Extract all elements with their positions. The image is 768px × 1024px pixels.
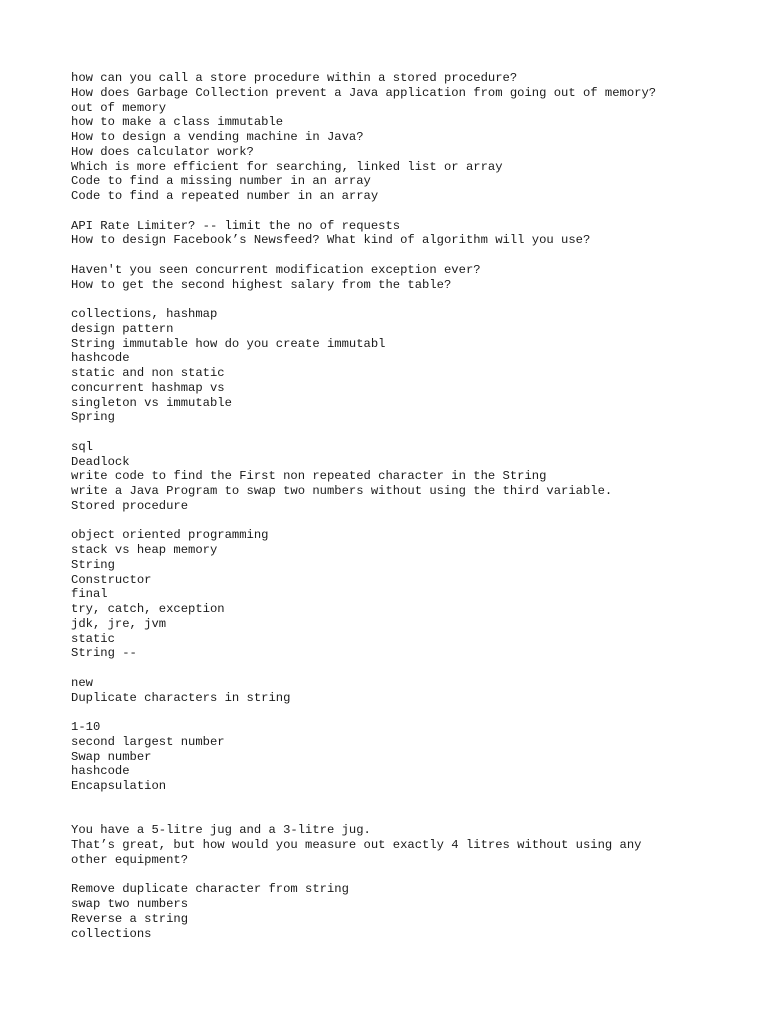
- blank-line: [71, 809, 751, 824]
- text-line: How to design Facebook’s Newsfeed? What kind of algorithm will you use?: [71, 233, 591, 248]
- text-line: How does Garbage Collection prevent a Java application from going out of memory?: [71, 85, 657, 100]
- blank-line: [71, 204, 751, 219]
- text-line: String: [71, 557, 115, 572]
- blank-line: [71, 705, 751, 720]
- text-line: How to get the second highest salary from the table?: [71, 277, 452, 292]
- text-line: try, catch, exception: [71, 602, 225, 616]
- text-line: hashcode: [71, 351, 130, 366]
- blank-line: [71, 292, 751, 307]
- text-line: 1-10: [71, 720, 101, 734]
- blank-line: [71, 661, 751, 676]
- text-line: how can you call a store procedure within a stored procedure?: [71, 71, 518, 85]
- text-line: Swap number: [71, 749, 152, 764]
- text-line: second largest number: [71, 734, 225, 749]
- text-line: singleton vs immutable: [71, 395, 232, 410]
- text-line: static: [71, 631, 115, 646]
- text-line: static and non static: [71, 366, 225, 380]
- text-line: Haven't you seen concurrent modification exception ever?: [71, 262, 481, 277]
- blank-line: [71, 514, 751, 529]
- text-line: new: [71, 675, 93, 690]
- text-line: Remove duplicate character from string: [71, 882, 349, 897]
- text-line: API Rate Limiter? -- limit the no of requests: [71, 218, 401, 233]
- text-line: Constructor: [71, 572, 152, 587]
- text-line: object oriented programming: [71, 528, 269, 543]
- text-line: How does calculator work?: [71, 144, 254, 159]
- text-line: Encapsulation: [71, 779, 167, 793]
- text-line: jdk, jre, jvm: [71, 616, 167, 631]
- text-line: Code to find a repeated number in an array: [71, 189, 379, 203]
- text-line: Which is more efficient for searching, linked list or array: [71, 159, 503, 174]
- text-line: String --: [71, 646, 137, 661]
- text-line: Code to find a missing number in an array: [71, 174, 371, 189]
- blank-line: [71, 794, 751, 809]
- text-line: sql: [71, 439, 93, 454]
- blank-line: [71, 248, 751, 263]
- text-line: concurrent hashmap vs: [71, 380, 225, 395]
- text-line: collections, hashmap: [71, 307, 218, 321]
- text-line: out of memory: [71, 100, 167, 115]
- text-line: swap two numbers: [71, 897, 189, 911]
- blank-line: [71, 425, 751, 440]
- text-line: That’s great, but how would you measure out exactly 4 litres without using any: [71, 838, 642, 852]
- text-line: stack vs heap memory: [71, 543, 218, 557]
- text-line: final: [71, 587, 108, 602]
- text-line: Stored procedure: [71, 498, 189, 513]
- text-line: other equipment?: [71, 852, 189, 867]
- text-line: Reverse a string: [71, 911, 189, 926]
- text-line: How to design a vending machine in Java?: [71, 130, 364, 144]
- text-line: Deadlock: [71, 454, 130, 469]
- text-line: String immutable how do you create immutabl: [71, 336, 386, 351]
- text-line: write code to find the First non repeated character in the String: [71, 469, 547, 484]
- text-line: write a Java Program to swap two numbers without using the third variable.: [71, 484, 613, 498]
- text-line: design pattern: [71, 321, 174, 336]
- text-line: how to make a class immutable: [71, 115, 284, 130]
- text-line: Duplicate characters in string: [71, 690, 291, 705]
- text-line: hashcode: [71, 764, 130, 779]
- text-line: Spring: [71, 410, 115, 425]
- document-page: [71, 71, 751, 941]
- text-line: You have a 5-litre jug and a 3-litre jug.: [71, 823, 371, 838]
- blank-line: [71, 868, 751, 883]
- document-text: [71, 71, 751, 941]
- text-line: collections: [71, 926, 152, 941]
